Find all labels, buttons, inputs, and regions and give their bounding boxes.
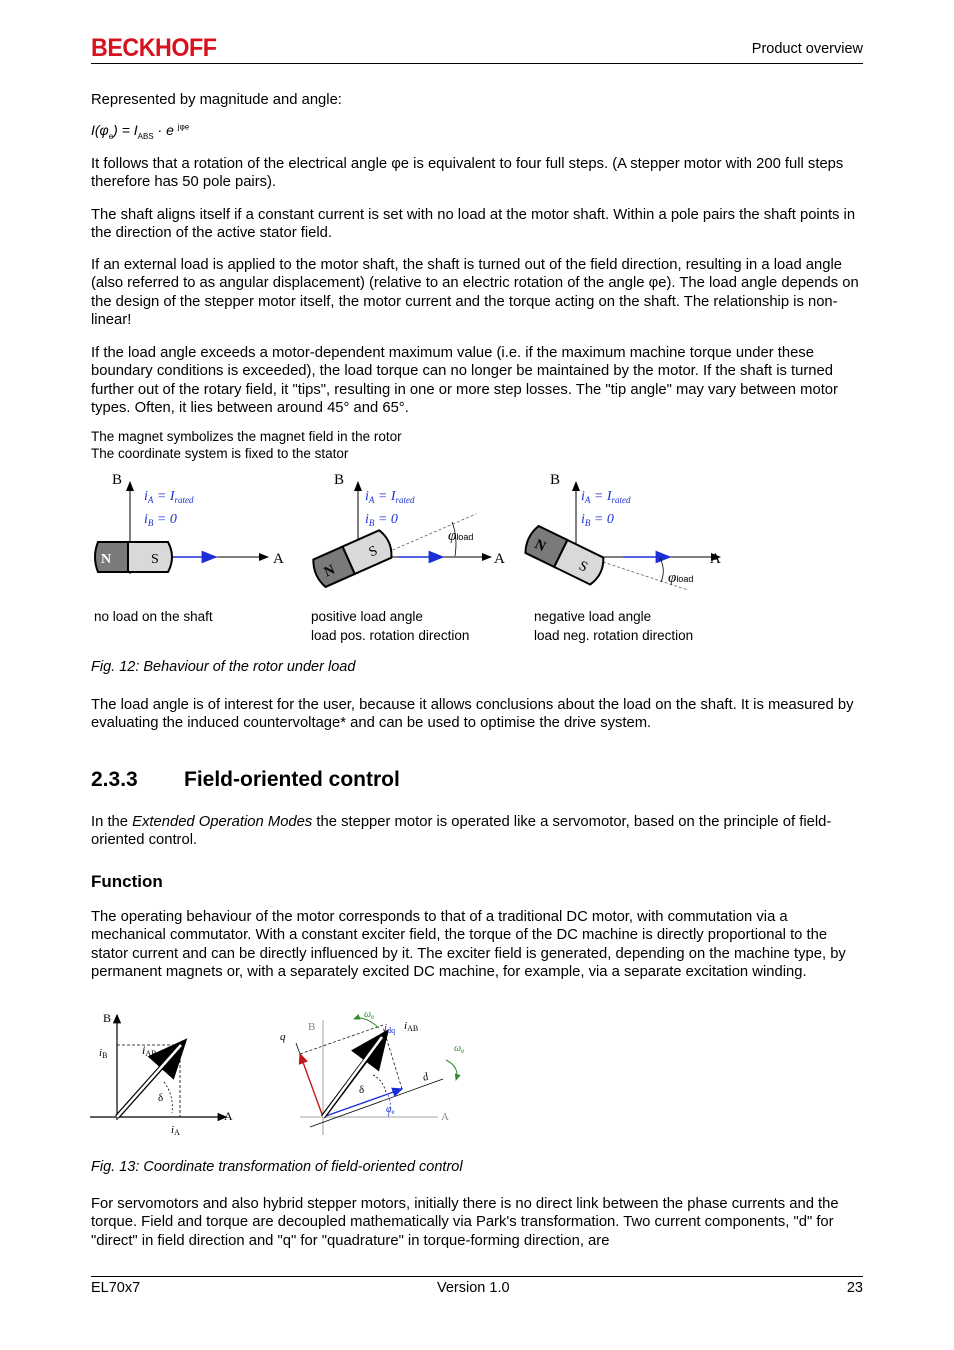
svg-text:A: A	[273, 551, 284, 567]
beckhoff-logo: BECKHOFF	[91, 34, 217, 62]
svg-text:B: B	[550, 472, 561, 488]
paragraph: It follows that a rotation of the electrical angle φe is equivalent to four full steps. (A stepper motor with 200 full steps therefore has 50 pole pairs).	[91, 156, 844, 191]
svg-text:A: A	[441, 1111, 449, 1123]
svg-text:S: S	[366, 543, 380, 561]
svg-text:idq: idq	[384, 1022, 396, 1035]
svg-text:A: A	[494, 551, 505, 567]
intro-text: Represented by magnitude and angle:	[91, 92, 342, 108]
paragraph: If an external load is applied to the motor shaft, the shaft is turned out of the field direction, resulting in a load angle (also referred to as angular displacement) (relative to an electric rotation of the angle φe). The load angle depends on the design of the stepper motor itself, the motor current and the torque acting on the shaft. The relationship is non-linear!	[91, 257, 859, 329]
svg-text:d: d	[420, 1070, 431, 1084]
svg-text:B: B	[308, 1021, 316, 1033]
label-positive-load: positive load angle load pos. rotation direction	[311, 609, 470, 643]
label-no-load: no load on the shaft	[94, 609, 213, 624]
svg-text:B: B	[334, 472, 345, 488]
figure13-caption: Fig. 13: Coordinate transformation of field-oriented control	[91, 1159, 463, 1175]
svg-text:N: N	[101, 552, 112, 567]
svg-text:iB = 0: $i_B = 0$	[581, 512, 614, 528]
svg-text:δ: δ	[158, 1092, 164, 1104]
section-heading: 2.3.3 Field-oriented control	[91, 768, 400, 791]
footer-version: Version 1.0	[437, 1280, 510, 1296]
svg-text:S: S	[576, 558, 590, 576]
figure12-note: The magnet symbolizes the magnet field in the rotor The coordinate system is fixed to the stator	[91, 429, 402, 461]
paragraph: For servomotors and also hybrid stepper motors, initially there is no direct link between the phase currents and the torque. Field and torque are decoupled mathematically via Park's transformation. Two current components, "d" for "direct" in field direction and "q" for "quadrature" in torque-forming direction, are	[91, 1196, 839, 1249]
svg-text:iAB: iAB	[404, 1020, 419, 1033]
svg-text:δ: δ	[359, 1084, 365, 1096]
rotor-magnet	[95, 542, 172, 572]
subheading-function: Function	[91, 872, 163, 891]
function-text: The operating behaviour of the motor corresponds to that of a traditional DC motor, with commutation via a mechanical commutator. With a constant exciter field, the torque of the DC machine is directly proportional to the stator current and can be directly influenced by it. The exciter field is generated, depending on the machine type, by permanent magnets or, with a separately excited DC machine, for example, via a separate excitation winding.	[91, 909, 846, 981]
svg-text:B: B	[112, 472, 123, 488]
svg-text:iA: iA	[171, 1124, 180, 1137]
panel-negative-load	[522, 472, 721, 590]
svg-text:φe: $\varphi_e$	[386, 1104, 395, 1116]
svg-text:iA = Irated: $i_A = I_{rated}$	[365, 489, 415, 505]
svg-text:iAB: iAB	[142, 1043, 157, 1058]
svg-text:N: N	[321, 562, 338, 581]
header-section-title: Product overview	[751, 41, 863, 57]
panel-no-load	[95, 472, 284, 574]
panel-positive-load	[310, 472, 505, 588]
header-divider	[91, 63, 863, 64]
footer-page-number: 23	[846, 1280, 863, 1296]
svg-text:iA = Irated: $i_A = I_{rated}$	[144, 489, 194, 505]
footer-divider	[91, 1276, 863, 1277]
label-negative-load: negative load angle load neg. rotation direction	[534, 609, 694, 643]
svg-text:B: B	[103, 1011, 112, 1025]
paragraph: The load angle is of interest for the user, because it allows conclusions about the load on the shaft. It is measured by evaluating the induced countervoltage* and can be used to optimise the drive system.	[91, 697, 854, 732]
rotor-magnet	[310, 529, 395, 589]
svg-text:φload: φload	[668, 570, 694, 586]
svg-text:A: A	[710, 551, 721, 567]
svg-text:A: A	[224, 1109, 233, 1123]
footer-product: EL70x7	[91, 1280, 141, 1296]
paragraph: The shaft aligns itself if a constant current is set with no load at the motor shaft. Within a pole pairs the shaft points in the direction of the active stator field.	[91, 207, 856, 242]
rotor-magnet	[522, 524, 607, 586]
figure12-caption: Fig. 12: Behaviour of the rotor under load	[91, 659, 356, 675]
svg-text:S: S	[151, 552, 159, 567]
svg-text:iA = Irated: $i_A = I_{rated}$	[581, 489, 631, 505]
svg-text:ωe: $\omega_e$	[454, 1043, 465, 1055]
svg-text:q: q	[280, 1031, 286, 1043]
svg-text:iB = 0: $i_B = 0$	[365, 512, 398, 528]
svg-text:N: N	[532, 537, 548, 556]
figure13-diagram	[88, 1005, 488, 1145]
svg-text:ωe: $\omega_e$	[364, 1009, 375, 1021]
formula: $I(\varphi_e) = I_{ABS} \cdot e$ $^{j\varphi e}$	[91, 122, 190, 141]
paragraph: If the load angle exceeds a motor-dependent maximum value (i.e. if the maximum machine torque under these boundary conditions is exceeded), the load torque can no longer be maintained by the motor. If the shaft is turned further out of the rotary field, it "tips", resulting in one or more step losses. The "tip angle" may vary between motor types. Often, it lies between around 45° and 65°.	[91, 345, 838, 417]
stator-frame	[90, 1011, 233, 1137]
svg-text:iB = 0: $i_B = 0$	[144, 512, 177, 528]
svg-text:iB: iB	[99, 1047, 108, 1060]
section-intro: In the Extended Operation Modes the stepper motor is operated like a servomotor, based on the principle of field-oriented control.	[91, 814, 832, 849]
figure12-diagram	[88, 462, 748, 612]
svg-text:φload: φload	[448, 528, 474, 544]
rotor-frame	[280, 1009, 464, 1135]
